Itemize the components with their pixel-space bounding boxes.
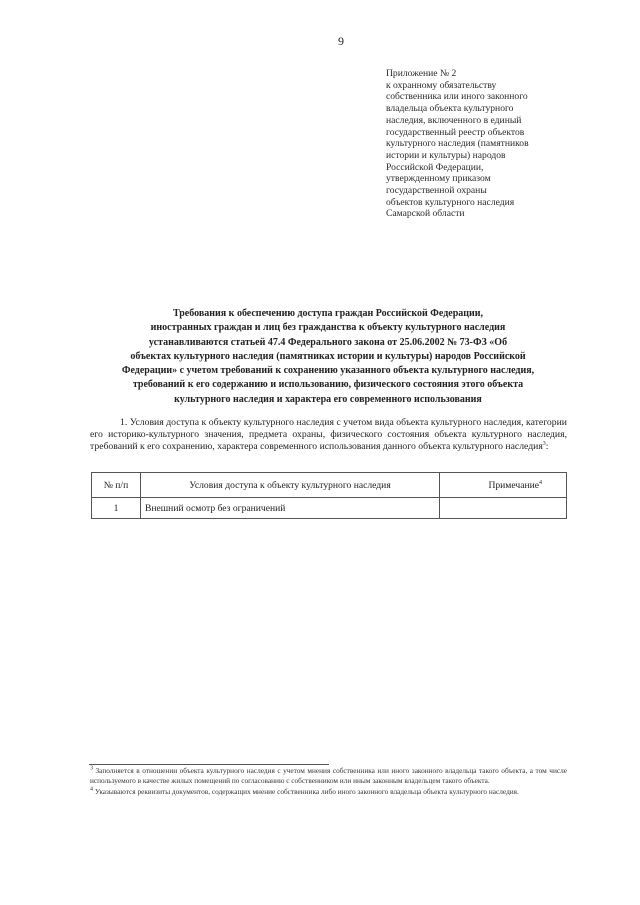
- appendix-line: к охранному обязательству: [386, 79, 497, 91]
- footnote-mark: 3: [90, 765, 93, 772]
- footnote-text: Указываются реквизиты документов, содержащих мнение собственника либо иного законного владельца объекта культурного наследия.: [94, 787, 519, 797]
- footnotes: [90, 766, 567, 799]
- appendix-line: объектов культурного наследия: [386, 196, 515, 208]
- appendix-block: [386, 68, 586, 220]
- cell-note: [440, 498, 567, 519]
- heading-line: культурного наследия и характера его современного использования: [174, 393, 482, 405]
- cell-conditions: Внешний осмотр без ограничений: [141, 498, 440, 519]
- footnote-ref: 4: [539, 479, 542, 486]
- appendix-line: наследия, включенного в единый: [386, 114, 522, 126]
- table-row: [92, 498, 567, 519]
- intro-paragraph: [90, 417, 567, 454]
- appendix-line: государственный реестр объектов: [386, 126, 525, 138]
- intro-text-block: [90, 417, 567, 454]
- header-note-label: Примечание: [488, 479, 539, 491]
- footnote-divider: [89, 764, 329, 765]
- header-note: [440, 473, 567, 498]
- header-num: № п/п: [92, 473, 141, 498]
- appendix-line: государственной охраны: [386, 185, 487, 197]
- header-conditions: Условия доступа к объекту культурного наследия: [141, 473, 440, 498]
- intro-end-punct: :: [545, 441, 549, 453]
- appendix-line: культурного наследия (памятников: [386, 138, 529, 150]
- appendix-line: утвержденному приказом: [386, 173, 491, 185]
- appendix-line: Российской Федерации,: [386, 161, 484, 173]
- heading-line: Требования к обеспечению доступа граждан Российской Федерации,: [172, 308, 484, 319]
- appendix-line: Самарской области: [386, 208, 465, 220]
- access-conditions-table: [91, 472, 567, 519]
- footnote-mark: 4: [90, 786, 93, 793]
- appendix-line: Приложение № 2: [386, 68, 457, 79]
- heading-line: объектах культурного наследия (памятниках истории и культуры) народов Российской: [130, 350, 526, 362]
- heading-line: Федерации» с учетом требований к сохранению указанного объекта культурного наследия,: [121, 365, 535, 377]
- heading-line: требований к его содержанию и использованию, физического состояния этого объекта: [132, 379, 524, 391]
- cell-num: 1: [92, 498, 141, 519]
- heading-line: устанавливаются статьей 47.4 Федерального закона от 25.06.2002 № 73-ФЗ «Об: [148, 336, 508, 348]
- appendix-line: собственника или иного законного: [386, 91, 528, 103]
- footnote-text: Заполняется в отношении объекта культурного наследия с учетом мнения собственника или иного законного владельца такого объекта, а том числе используемого в качестве жилых помещений по согласованию с собственником или иным законным владельцем такого объекта.: [90, 766, 567, 786]
- footnote: [90, 766, 567, 786]
- heading-line: иностранных граждан и лиц без гражданства к объекту культурного наследия: [150, 322, 506, 334]
- footnote-ref: 3: [542, 441, 546, 448]
- appendix-line: истории и культуры) народов: [386, 149, 506, 161]
- appendix-line: владельца объекта культурного: [386, 103, 514, 115]
- document-heading: [88, 307, 568, 407]
- table-header-row: [92, 473, 567, 498]
- intro-text: 1. Условия доступа к объекту культурного наследия с учетом вида объекта культурного наследия, категории его историко-культурного значения, предмета охраны, физического состояния объекта культурного наследия, требований к его сохранению, характера современного использования данного объекта культурного наследия: [90, 417, 567, 453]
- page-number: 9: [338, 34, 344, 48]
- footnote: [90, 787, 567, 797]
